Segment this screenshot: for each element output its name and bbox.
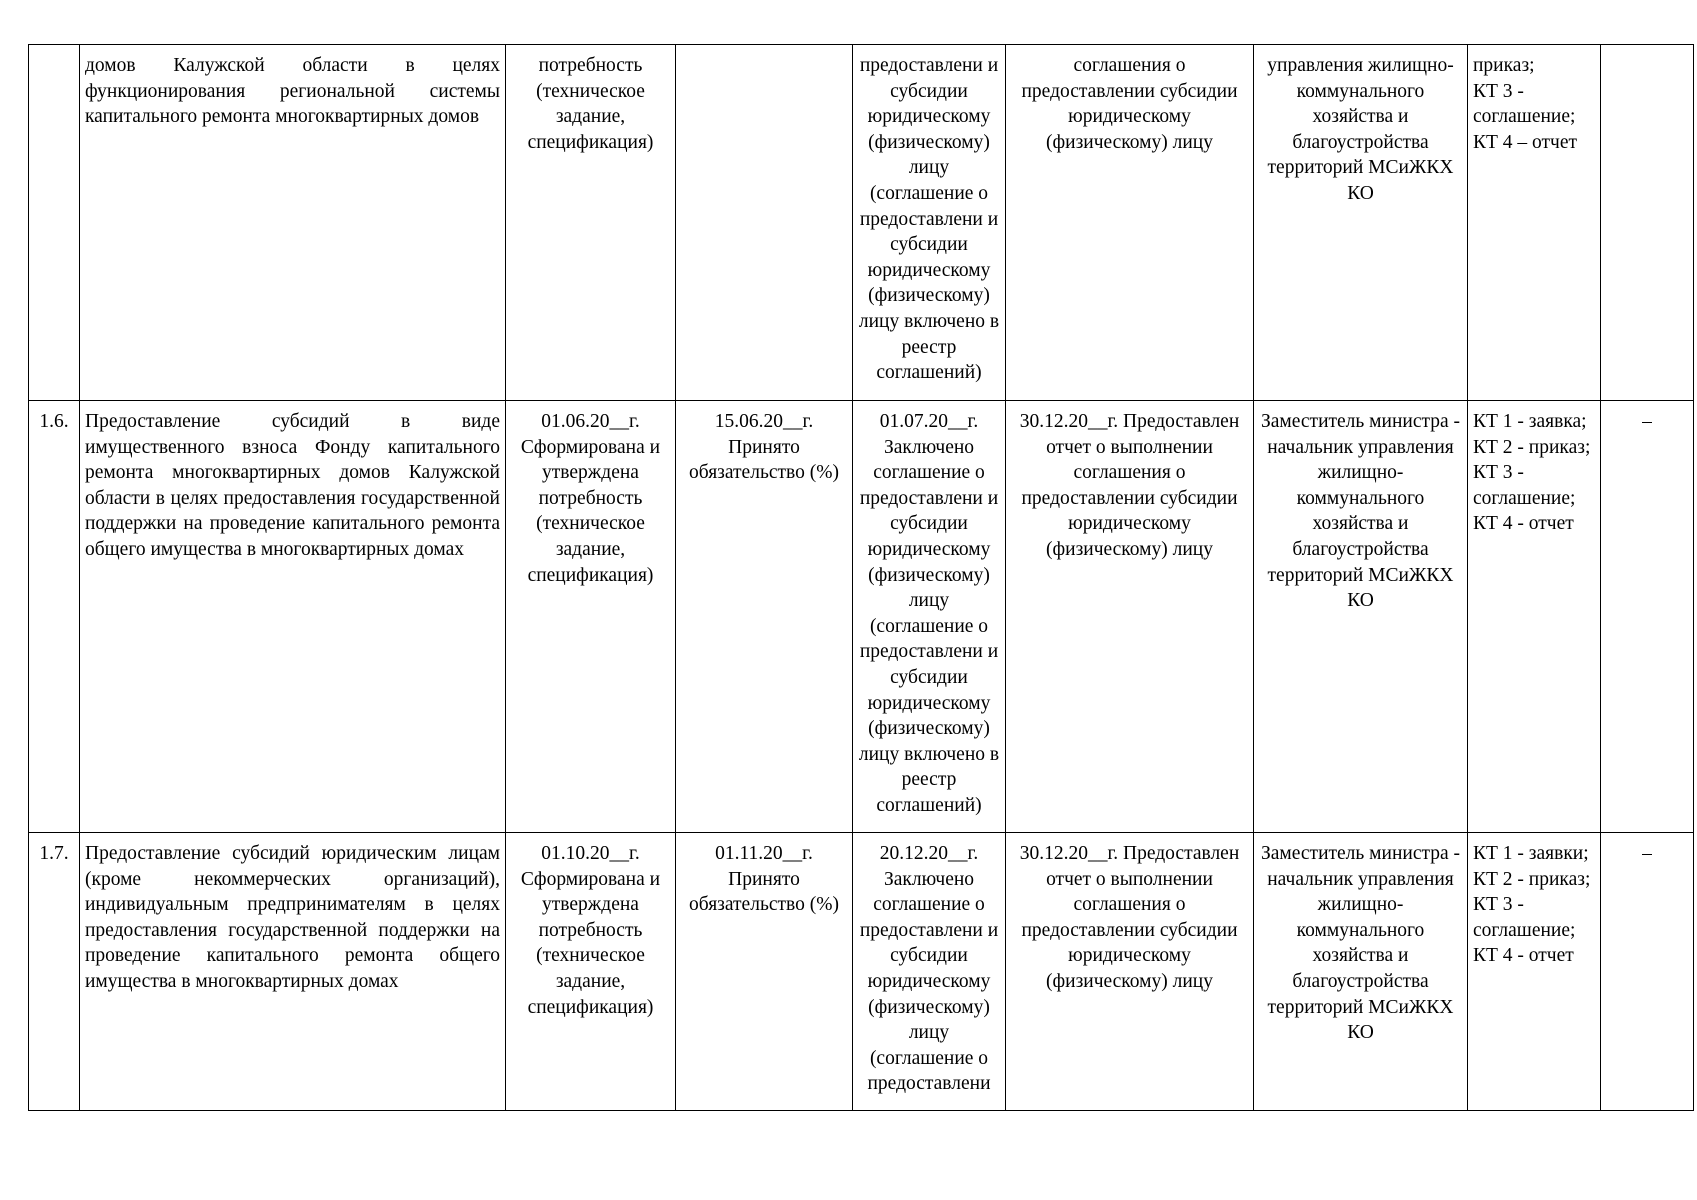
checkpoint-4: 30.12.20__г. Предоставлен отчет о выполнении соглашения о предоставлении субсидии юридическому (физическому) лицу <box>1006 833 1254 1111</box>
plan-table <box>28 44 1694 1111</box>
document-line: КТ 2 - приказ; <box>1473 436 1591 458</box>
checkpoint-2: 01.11.20__г. Принято обязательство (%) <box>676 833 853 1111</box>
responsible-person: Заместитель министра - начальник управления жилищно-коммунального хозяйства и благоустройства территорий МСиЖКХ КО <box>1254 833 1468 1111</box>
document-line: КТ 4 - отчет <box>1473 513 1574 535</box>
responsible-person: Заместитель министра - начальник управления жилищно-коммунального хозяйства и благоустройства территорий МСиЖКХ КО <box>1254 401 1468 833</box>
checkpoint-1: 01.10.20__г. Сформирована и утверждена потребность (техническое задание, спецификация) <box>506 833 676 1111</box>
measure-name: домов Калужской области в целях функционирования региональной системы капитального ремонта многоквартирных домов <box>80 45 506 401</box>
table-row <box>29 401 1694 833</box>
checkpoint-1: потребность (техническое задание, спецификация) <box>506 45 676 401</box>
row-number: 1.7. <box>29 833 80 1111</box>
documents-cell <box>1468 401 1601 833</box>
checkpoint-4: 30.12.20__г. Предоставлен отчет о выполнении соглашения о предоставлении субсидии юридическому (физическому) лицу <box>1006 401 1254 833</box>
document-line: КТ 1 - заявки; <box>1473 843 1589 864</box>
measure-name: Предоставление субсидий юридическим лицам (кроме некоммерческих организаций), индивидуальным предпринимателям в целях предоставления государственной поддержки на проведение капитального ремонта общего имущества в многоквартирных домах <box>80 833 506 1111</box>
table-row <box>29 833 1694 1111</box>
document-line: КТ 4 – отчет <box>1473 131 1578 153</box>
row-number <box>29 45 80 401</box>
documents-cell <box>1468 833 1601 1111</box>
document-line: КТ 2 - приказ; <box>1473 868 1591 890</box>
checkpoint-1: 01.06.20__г. Сформирована и утверждена потребность (техническое задание, спецификация) <box>506 401 676 833</box>
responsible-person: управления жилищно-коммунального хозяйства и благоустройства территорий МСиЖКХ КО <box>1254 45 1468 401</box>
document-line: приказ; <box>1473 55 1535 76</box>
checkpoint-2 <box>676 45 853 401</box>
measure-name: Предоставление субсидий в виде имущественного взноса Фонду капитального ремонта многоквартирных домов Калужской области в целях предоставления государственной поддержки на проведение капитального ремонта общего имущества в многоквартирных домах <box>80 401 506 833</box>
document-line: КТ 3 - соглашение; <box>1473 80 1576 128</box>
document-line: КТ 4 - отчет <box>1473 945 1574 967</box>
document-line: КТ 3 - соглашение; <box>1473 462 1576 509</box>
document-line: КТ 1 - заявка; <box>1473 411 1587 432</box>
row-number: 1.6. <box>29 401 80 833</box>
documents-cell <box>1468 45 1601 401</box>
table-row <box>29 45 1694 401</box>
checkpoint-4: соглашения о предоставлении субсидии юридическому (физическому) лицу <box>1006 45 1254 401</box>
checkpoint-3: предоставлени и субсидии юридическому (физическому) лицу (соглашение о предоставлени и субсидии юридическому (физическому) лицу включено в реестр соглашений) <box>853 45 1006 401</box>
checkpoint-3: 01.07.20__г. Заключено соглашение о предоставлени и субсидии юридическому (физическому) лицу (соглашение о предоставлени и субсидии юридическому (физическому) лицу включено в реестр соглашений) <box>853 401 1006 833</box>
notes-cell: – <box>1601 833 1694 1111</box>
notes-cell: – <box>1601 401 1694 833</box>
document-line: КТ 3 - соглашение; <box>1473 894 1576 941</box>
checkpoint-2: 15.06.20__г. Принято обязательство (%) <box>676 401 853 833</box>
checkpoint-3: 20.12.20__г. Заключено соглашение о предоставлени и субсидии юридическому (физическому) лицу (соглашение о предоставлени <box>853 833 1006 1111</box>
notes-cell <box>1601 45 1694 401</box>
